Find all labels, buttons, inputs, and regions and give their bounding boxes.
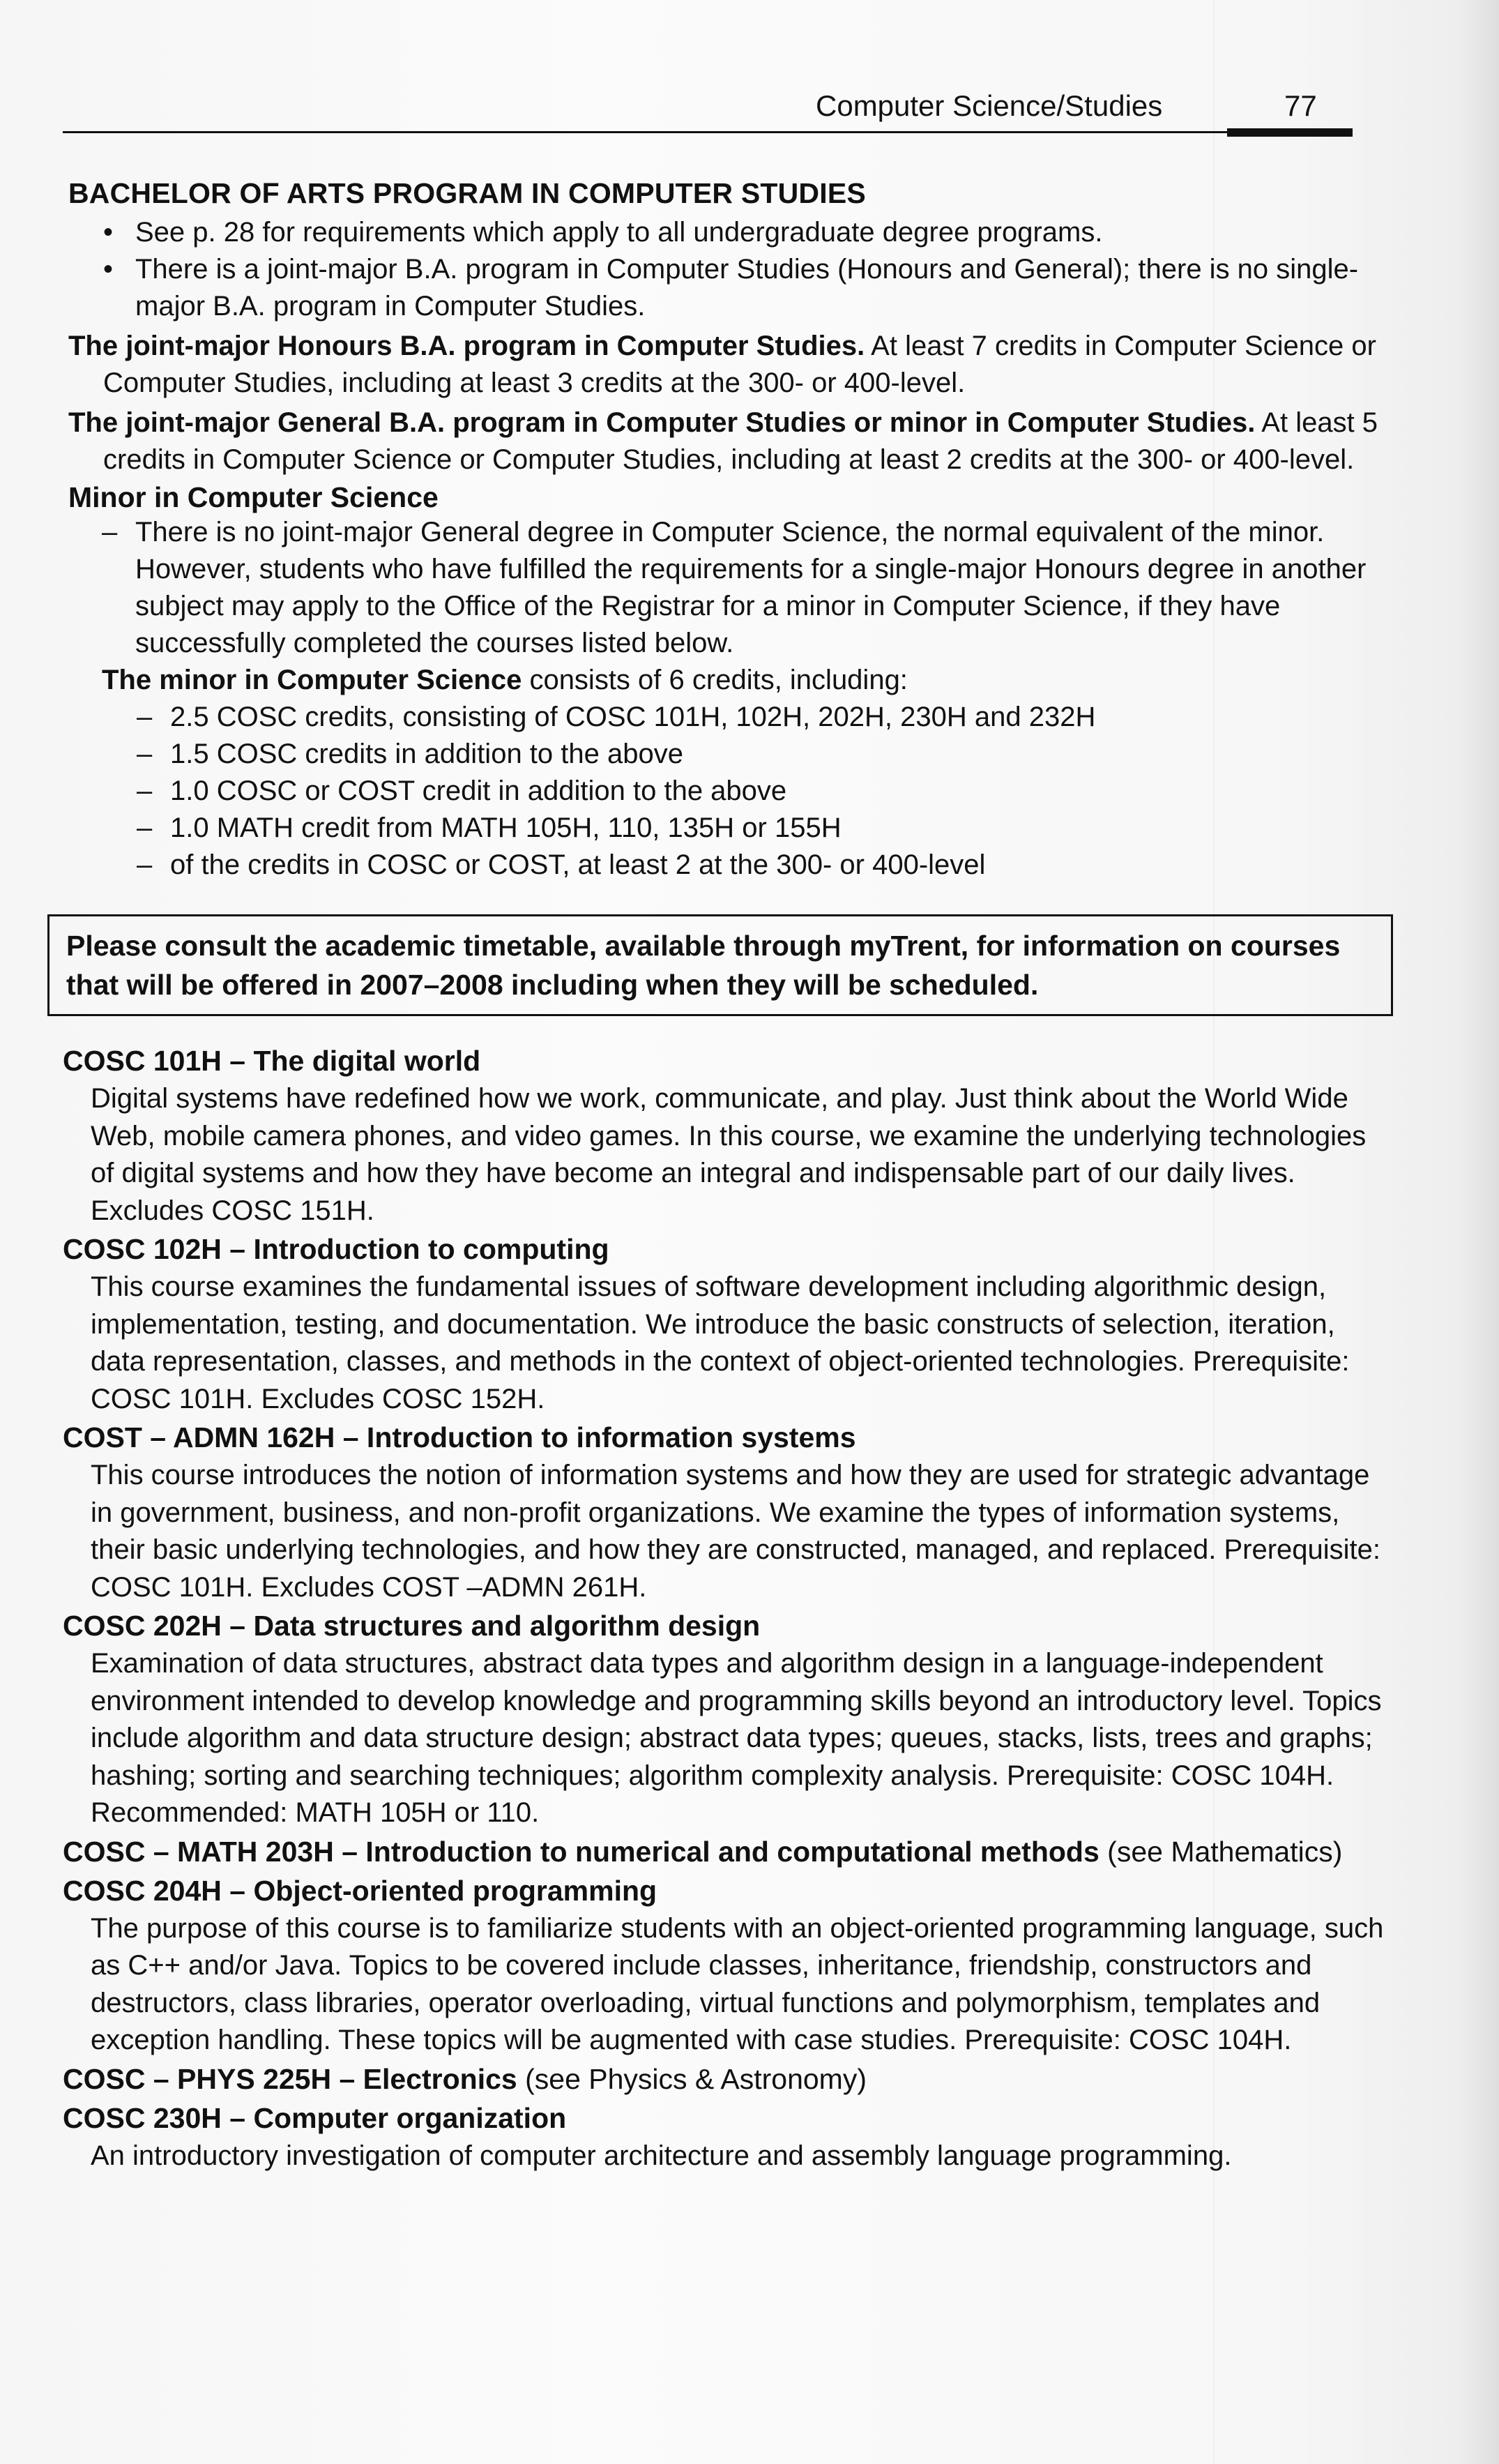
course-entry — [63, 1418, 1394, 1606]
page-edge-shadow — [1457, 0, 1499, 2464]
course-entry — [63, 1832, 1394, 1871]
header-rule-thick — [1227, 128, 1353, 137]
course-title: COSC 202H – Data structures and algorithm design — [63, 1610, 761, 1642]
ba-program-bullets — [63, 214, 1394, 325]
honours-program-paragraph — [68, 328, 1394, 402]
course-title: COST – ADMN 162H – Introduction to information systems — [63, 1421, 856, 1453]
course-description: This course examines the fundamental issues of software development including algorithmic design, implementation, testing, and documentation. We introduce the basic constructs of selection, iteration, data representation, classes, and methods in the context of object-oriented technologies. Prerequisite: COSC 101H. Excludes COSC 152H. — [91, 1271, 1350, 1414]
course-title: COSC 204H – Object-oriented programming — [63, 1874, 657, 1907]
course-entry — [63, 2099, 1394, 2175]
ba-program-title: BACHELOR OF ARTS PROGRAM IN COMPUTER STUDIES — [68, 177, 866, 209]
minor-note: – There is no joint-major General degree in Computer Science, the normal equivalent of the minor. However, students who have fulfilled the requirements for a single-major Honours degree in another subject may apply to the Office of the Registrar for a minor in Computer Science, if they have successfully completed the courses listed below. — [63, 514, 1394, 662]
honours-program-heading: The joint-major Honours B.A. program in Computer Studies. — [68, 331, 865, 361]
course-entry — [63, 1230, 1394, 1418]
requirement-item: – 1.5 COSC credits in addition to the above — [63, 736, 1394, 773]
running-head-title: Computer Science/Studies — [816, 89, 1163, 122]
requirement-item: – 1.0 COSC or COST credit in addition to the above — [63, 773, 1394, 810]
course-title: COSC – MATH 203H – Introduction to numerical and computational methods (see Mathematics) — [63, 1835, 1343, 1868]
page-content — [63, 84, 1394, 2175]
course-description: The purpose of this course is to familiarize students with an object-oriented programming language, such as C++ and/or Java. Topics to be covered include classes, inheritance, friendship, constructors and destructors, class libraries, operator overloading, virtual functions and polymorphism, templates and exception handling. These topics will be augmented with case studies. Prerequisite: COSC 104H. — [91, 1912, 1384, 2055]
timetable-notice-box: Please consult the academic timetable, available through myTrent, for information on courses that will be offered in 2007–2008 including when they will be scheduled. — [47, 914, 1393, 1016]
minor-title: Minor in Computer Science — [68, 481, 439, 513]
requirement-item: – 1.0 MATH credit from MATH 105H, 110, 135H or 155H — [63, 810, 1394, 847]
course-title: COSC 101H – The digital world — [63, 1045, 481, 1077]
general-program-heading: The joint-major General B.A. program in Computer Studies or minor in Computer Studies. — [68, 407, 1256, 438]
course-entry — [63, 1606, 1394, 1832]
course-title: COSC 102H – Introduction to computing — [63, 1233, 609, 1265]
requirement-item: – 2.5 COSC credits, consisting of COSC 101H, 102H, 202H, 230H and 232H — [63, 699, 1394, 736]
general-program-text: At least 5 credits in Computer Science or Computer Studies, including at least 2 credits at the 300- or 400-level. — [103, 407, 1378, 475]
requirement-item: – of the credits in COSC or COST, at least 2 at the 300- or 400-level — [63, 847, 1394, 884]
course-entry — [63, 1871, 1394, 2059]
course-entry — [63, 2059, 1394, 2099]
course-description: An introductory investigation of computer architecture and assembly language programming. — [91, 2140, 1232, 2171]
header-rule — [63, 131, 1255, 133]
minor-note-list — [63, 514, 1394, 662]
page-number: 77 — [1284, 89, 1317, 122]
general-program-paragraph — [68, 405, 1394, 478]
course-title: COSC – PHYS 225H – Electronics (see Physics & Astronomy) — [63, 2062, 867, 2095]
minor-requirements — [63, 699, 1394, 884]
minor-intro-heading: The minor in Computer Science — [102, 665, 522, 695]
bullet-item: • See p. 28 for requirements which apply to all undergraduate degree programs. — [63, 214, 1394, 251]
course-entry — [63, 1041, 1394, 1230]
minor-intro — [102, 662, 1394, 699]
honours-program-text: At least 7 credits in Computer Science or Computer Studies, including at least 3 credits at the 300- or 400-level. — [103, 331, 1376, 398]
course-title: COSC 230H – Computer organization — [63, 2101, 567, 2134]
minor-intro-text: consists of 6 credits, including: — [522, 665, 908, 695]
running-head — [63, 84, 1394, 146]
course-description: Examination of data structures, abstract data types and algorithm design in a language-independent environment intended to develop knowledge and programming skills beyond an introductory level. Topics include algorithm and data structure design; abstract data types; queues, stacks, lists, trees and graphs; hashing; sorting and searching techniques; algorithm complexity analysis. Prerequisite: COSC 104H. Recommended: MATH 105H or 110. — [91, 1648, 1382, 1828]
bullet-item: • There is a joint-major B.A. program in Computer Studies (Honours and General); there is no single-major B.A. program in Computer Studies. — [63, 251, 1394, 325]
course-description: Digital systems have redefined how we work, communicate, and play. Just think about the World Wide Web, mobile camera phones, and video games. In this course, we examine the underlying technologies of digital systems and how they have become an integral and indispensable part of our daily lives. Excludes COSC 151H. — [91, 1083, 1367, 1226]
course-description: This course introduces the notion of information systems and how they are used for strategic advantage in government, business, and non-profit organizations. We examine the types of information systems, their basic underlying technologies, and how they are constructed, managed, and replaced. Prerequisite: COSC 101H. Excludes COST –ADMN 261H. — [91, 1460, 1381, 1603]
